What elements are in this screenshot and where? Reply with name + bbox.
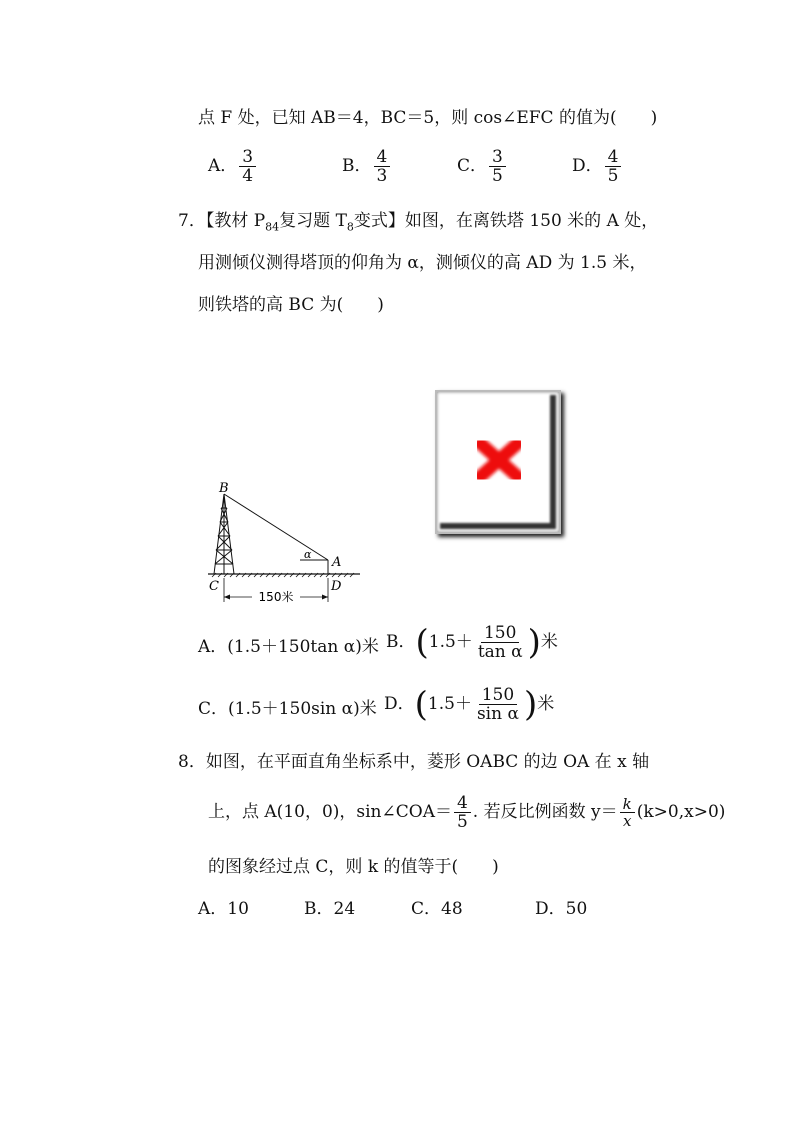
- numerator: 150: [479, 686, 517, 705]
- denominator: 5: [492, 166, 503, 186]
- sight-line: [224, 494, 328, 560]
- q8-option-c: [411, 898, 463, 920]
- fraction: [239, 148, 256, 185]
- q7-stem-line2: 用测倾仪测得塔顶的仰角为 α，测倾仪的高 AD 为 1.5 米，: [198, 253, 647, 273]
- option-text: (1.5＋150tan α)米: [227, 637, 379, 657]
- stem-text-c: (k>0,x>0): [636, 802, 726, 822]
- q7-option-c: [198, 698, 377, 720]
- numerator: 4: [374, 148, 391, 167]
- source-mid: 复习题 T: [279, 211, 347, 231]
- q6-option-d: [572, 148, 623, 185]
- q7-stem-line3: 则铁塔的高 BC 为( ): [198, 295, 384, 315]
- q6-option-a: [208, 148, 258, 185]
- option-unit: 米: [540, 632, 558, 652]
- option-label: A．: [198, 637, 228, 657]
- numerator: 3: [489, 148, 506, 167]
- fraction: [474, 686, 522, 723]
- option-text: (1.5＋150sin α)米: [228, 699, 377, 719]
- option-prefix: 1.5＋: [427, 694, 472, 714]
- q6-option-b: [342, 148, 392, 185]
- label-d: D: [331, 579, 342, 594]
- q8-option-b: [304, 898, 355, 920]
- q8-option-a: [198, 898, 249, 920]
- option-value: 50: [565, 899, 588, 919]
- left-paren: (: [414, 684, 428, 725]
- q8-stem-line2: [208, 794, 725, 831]
- option-label: D．: [572, 156, 603, 176]
- arrowhead-right: [322, 595, 328, 600]
- denominator: 5: [607, 166, 619, 186]
- stem-text-b: . 若反比例函数 y＝: [472, 802, 618, 822]
- q6-option-c: [457, 148, 508, 185]
- denominator: 3: [376, 166, 388, 186]
- left-paren: (: [415, 622, 429, 663]
- stem-text: 如图，在离铁塔 150 米的 A 处，: [404, 211, 659, 231]
- stem-text: 如图，在平面直角坐标系中，菱形 OABC 的边 OA 在 x 轴: [205, 752, 650, 772]
- stem-text-a: 上，点 A(10，0)，sin∠COA＝: [208, 802, 452, 822]
- q7-option-b: [386, 624, 558, 661]
- numerator: k: [620, 796, 635, 813]
- source-open: 【教材 P: [205, 211, 266, 231]
- numerator: 150: [481, 624, 519, 643]
- numerator: 4: [454, 794, 471, 813]
- source-sub2: 8: [346, 220, 354, 234]
- fraction-sin: [454, 794, 471, 831]
- source-close: 变式】: [353, 211, 405, 231]
- q6-stem-line: 点 F 处，已知 AB＝4，BC＝5，则 cos∠EFC 的值为( ): [198, 108, 658, 128]
- option-label: D．: [384, 694, 415, 714]
- option-value: 10: [227, 899, 249, 919]
- numerator: 3: [239, 148, 256, 167]
- q7-option-d: [384, 686, 554, 723]
- right-paren: ): [523, 684, 538, 725]
- denominator: 4: [242, 166, 254, 186]
- arrowhead-left: [224, 595, 230, 600]
- option-label: B．: [342, 156, 372, 176]
- broken-image-placeholder: [435, 390, 561, 534]
- question-number: 7．: [178, 211, 206, 231]
- tower-figure: [200, 478, 370, 608]
- tower-lattice: [214, 494, 234, 574]
- option-label: A．: [198, 899, 228, 919]
- option-label: C．: [457, 156, 488, 176]
- label-c: C: [209, 579, 219, 594]
- q8-stem-line1: [178, 751, 649, 773]
- label-alpha: α: [304, 548, 312, 561]
- q7-option-a: [198, 636, 379, 658]
- denominator: 5: [456, 812, 468, 832]
- option-label: D．: [535, 899, 566, 919]
- source-tag: [205, 211, 405, 234]
- right-paren: ): [527, 622, 541, 663]
- denominator: tan α: [477, 642, 523, 662]
- fraction: [489, 148, 506, 185]
- fraction: [605, 148, 622, 185]
- option-label: B．: [386, 632, 416, 652]
- option-label: C．: [411, 899, 442, 919]
- option-unit: 米: [537, 694, 555, 714]
- fraction: [475, 624, 526, 661]
- label-b: B: [219, 481, 229, 496]
- denominator: x: [622, 812, 632, 830]
- option-label: C．: [198, 699, 229, 719]
- fraction: [374, 148, 391, 185]
- source-sub1: 84: [265, 220, 280, 234]
- label-a: A: [332, 555, 342, 570]
- numerator: 4: [605, 148, 622, 167]
- denominator: sin α: [476, 704, 519, 724]
- q7-stem-line1: [178, 210, 658, 238]
- broken-image-icon: [437, 392, 559, 532]
- question-number: 8．: [178, 752, 206, 772]
- fraction-k-over-x: [620, 796, 635, 829]
- q8-option-d: [535, 898, 587, 920]
- option-label: B．: [304, 899, 334, 919]
- q8-stem-line3: 的图象经过点 C，则 k 的值等于( ): [208, 857, 499, 877]
- option-label: A．: [208, 156, 238, 176]
- option-value: 24: [333, 899, 356, 919]
- dimension-label: 150米: [258, 590, 294, 604]
- option-prefix: 1.5＋: [428, 632, 473, 652]
- option-value: 48: [441, 899, 463, 919]
